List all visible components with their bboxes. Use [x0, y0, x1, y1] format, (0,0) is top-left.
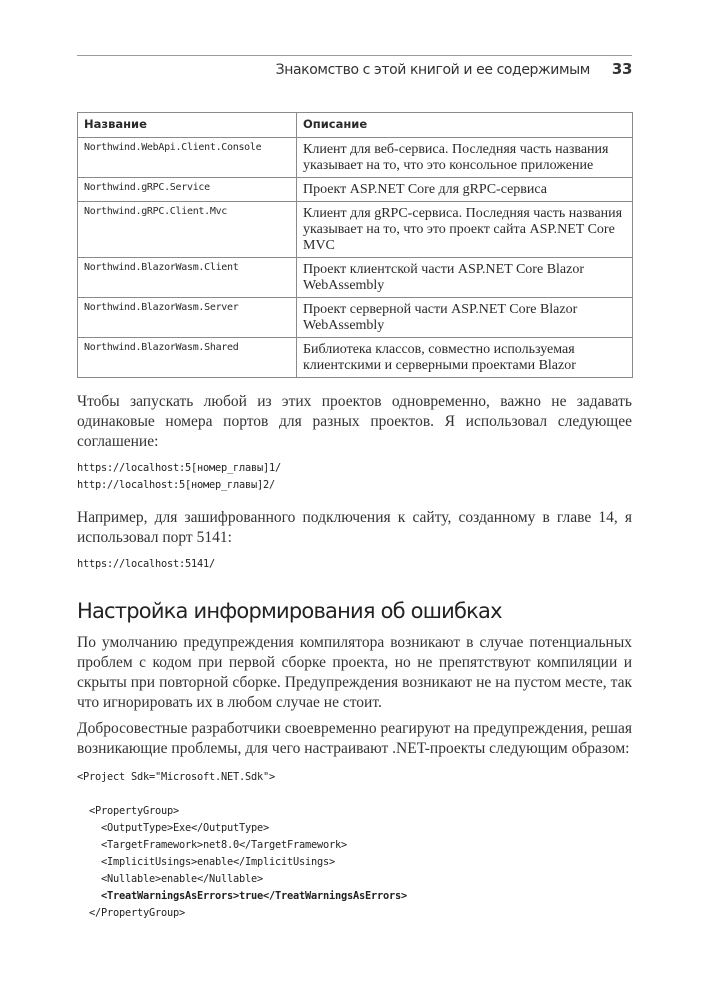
code-line: <OutputType>Exe</OutputType>	[77, 822, 269, 834]
project-name: Northwind.BlazorWasm.Shared	[78, 338, 297, 378]
code-line: <PropertyGroup>	[77, 805, 179, 817]
code-port-convention	[77, 460, 633, 494]
project-name: Northwind.BlazorWasm.Server	[78, 298, 297, 338]
code-example-url: https://localhost:5141/	[77, 558, 215, 570]
column-header-name: Название	[78, 113, 297, 138]
paragraph-developers: Добросовестные разработчики своевременно реагируют на предупреждения, решая возникающие проблемы, для чего настраивают .NET-проекты следующим образом:	[77, 720, 632, 757]
page-body	[77, 112, 633, 922]
code-line: <Project Sdk="Microsoft.NET.Sdk">	[77, 771, 275, 783]
code-line: <Nullable>enable</Nullable>	[77, 873, 263, 885]
table-row	[78, 298, 633, 338]
code-line: </PropertyGroup>	[77, 907, 185, 919]
project-description: Проект серверной части ASP.NET Core Blazor WebAssembly	[297, 298, 633, 338]
project-description: Проект клиентской части ASP.NET Core Blazor WebAssembly	[297, 258, 633, 298]
chapter-title: Знакомство с этой книгой и ее содержимым	[275, 62, 590, 78]
paragraph-example: Например, для зашифрованного подключения к сайту, созданному в главе 14, я использовал порт 5141:	[77, 509, 632, 546]
paragraph-ports: Чтобы запускать любой из этих проектов одновременно, важно не задавать одинаковые номера портов для разных проектов. Я использовал следующее соглашение:	[77, 393, 632, 450]
project-description: Клиент для веб-сервиса. Последняя часть названия указывает на то, что это консольное приложение	[297, 138, 633, 178]
project-description: Проект ASP.NET Core для gRPC-сервиса	[297, 178, 633, 202]
table-row	[78, 138, 633, 178]
header-rule	[77, 55, 632, 56]
code-line-highlighted: <TreatWarningsAsErrors>true</TreatWarningsAsErrors>	[77, 890, 407, 902]
table-header-row	[78, 113, 633, 138]
code-line: <ImplicitUsings>enable</ImplicitUsings>	[77, 856, 335, 868]
code-line: <TargetFramework>net8.0</TargetFramework>	[77, 839, 347, 851]
running-header	[276, 60, 632, 78]
code-project-file	[77, 769, 633, 922]
project-description: Клиент для gRPC-сервиса. Последняя часть названия указывает на то, что это проект сайта ASP.NET Core MVC	[297, 202, 633, 258]
project-description: Библиотека классов, совместно используемая клиентскими и серверными проектами Blazor	[297, 338, 633, 378]
page-number: 33	[611, 60, 632, 78]
projects-table	[77, 112, 633, 378]
table-row	[78, 202, 633, 258]
section-heading: Настройка информирования об ошибках	[77, 599, 502, 623]
table-row	[78, 178, 633, 202]
code-line: https://localhost:5[номер_главы]1/	[77, 462, 281, 474]
table-row	[78, 338, 633, 378]
project-name: Northwind.gRPC.Client.Mvc	[78, 202, 297, 258]
project-name: Northwind.WebApi.Client.Console	[78, 138, 297, 178]
project-name: Northwind.gRPC.Service	[78, 178, 297, 202]
paragraph-warnings: По умолчанию предупреждения компилятора возникают в случае потенциальных проблем с кодом при первой сборке проекта, но не препятствуют компиляции и скрыты при повторной сборке. Предупреждения возникают не на пустом месте, так что игнорировать их в любом случае не стоит.	[77, 634, 632, 711]
table-row	[78, 258, 633, 298]
code-line	[77, 786, 633, 803]
code-line: http://localhost:5[номер_главы]2/	[77, 479, 275, 491]
project-name: Northwind.BlazorWasm.Client	[78, 258, 297, 298]
column-header-description: Описание	[297, 113, 633, 138]
